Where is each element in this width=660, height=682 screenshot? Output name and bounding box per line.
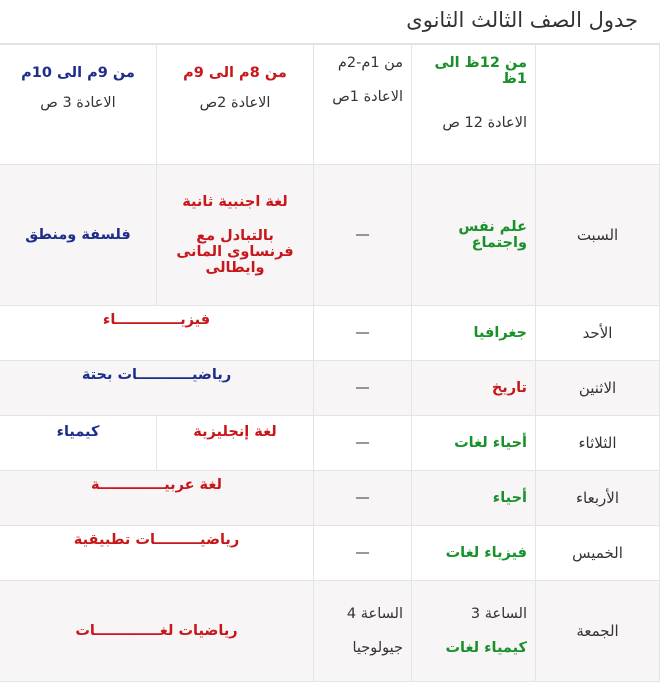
page-title: جدول الصف الثالث الثانوى: [0, 0, 660, 44]
day-cell: الخميس: [536, 526, 660, 581]
header-col3: [157, 45, 314, 165]
header-col4-time: من 9م الى 10م: [21, 65, 135, 81]
day-cell: الاثنين: [536, 361, 660, 416]
day-cell: الأربعاء: [536, 471, 660, 526]
subject-cell: لغة عربيـــــــــــــة: [0, 471, 314, 526]
day-cell: الجمعة: [536, 581, 660, 682]
header-col4-rep: الاعادة 3 ص: [40, 95, 116, 111]
table-row: [0, 471, 660, 526]
subject-cell: أحياء: [412, 471, 536, 526]
table-row: [0, 306, 660, 361]
subject-cell: أحياء لغات: [412, 416, 536, 471]
table-row: [0, 526, 660, 581]
subject-label: كيمياء لغات: [445, 640, 527, 656]
subject-cell: رياضيـــــــــــات بحتة: [0, 361, 314, 416]
subject-label: جيولوجيا: [352, 640, 403, 656]
subject-cell: لغة إنجليزية: [157, 416, 314, 471]
header-col3-rep: الاعادة 2ص: [199, 95, 271, 111]
empty-cell: —: [314, 165, 412, 306]
empty-cell: —: [314, 306, 412, 361]
header-col1-time: من 12ظ الى 1ظ: [434, 55, 527, 87]
subject-cell: [412, 581, 536, 682]
header-row: [0, 45, 660, 165]
day-cell: السبت: [536, 165, 660, 306]
subject-label: فيزيـــــــــــــاء: [102, 312, 211, 328]
header-col2-time: من 1م-2م: [337, 55, 403, 71]
schedule-table: [0, 44, 660, 682]
subject-cell: تاريخ: [412, 361, 536, 416]
header-col1: [412, 45, 536, 165]
subject-cell: كيمياء: [0, 416, 157, 471]
subject-cell: رياضيات لغـــــــــــــات: [0, 581, 314, 682]
subject-cell: فلسفة ومنطق: [0, 165, 157, 306]
time-label: الساعة 3: [470, 606, 527, 622]
header-col4: [0, 45, 157, 165]
table-row: [0, 165, 660, 306]
table-row: [0, 361, 660, 416]
subject-label: لغة اجنبية ثانية: [182, 194, 288, 210]
time-label: الساعة 4: [346, 606, 403, 622]
day-cell: الثلاثاء: [536, 416, 660, 471]
empty-cell: —: [314, 526, 412, 581]
subject-cell: علم نفس واجتماع: [412, 165, 536, 306]
header-col3-time: من 8م الى 9م: [183, 65, 287, 81]
subject-cell: رياضيـــــــــات تطبيقية: [0, 526, 314, 581]
subject-cell: فيزياء لغات: [412, 526, 536, 581]
subject-cell: جغرافيا: [412, 306, 536, 361]
subject-note: بالتبادل مع فرنساوى المانى وايطالى: [176, 228, 294, 276]
table-row: [0, 416, 660, 471]
subject-cell: [0, 306, 314, 361]
empty-cell: —: [314, 471, 412, 526]
empty-cell: —: [314, 361, 412, 416]
subject-cell: [157, 165, 314, 306]
header-col2-rep: الاعادة 1ص: [332, 89, 403, 105]
subject-cell: [314, 581, 412, 682]
empty-cell: —: [314, 416, 412, 471]
day-cell: الأحد: [536, 306, 660, 361]
header-col1-rep: الاعادة 12 ص: [442, 115, 527, 131]
header-col2: [314, 45, 412, 165]
header-day-cell: [536, 45, 660, 165]
table-row: [0, 581, 660, 682]
